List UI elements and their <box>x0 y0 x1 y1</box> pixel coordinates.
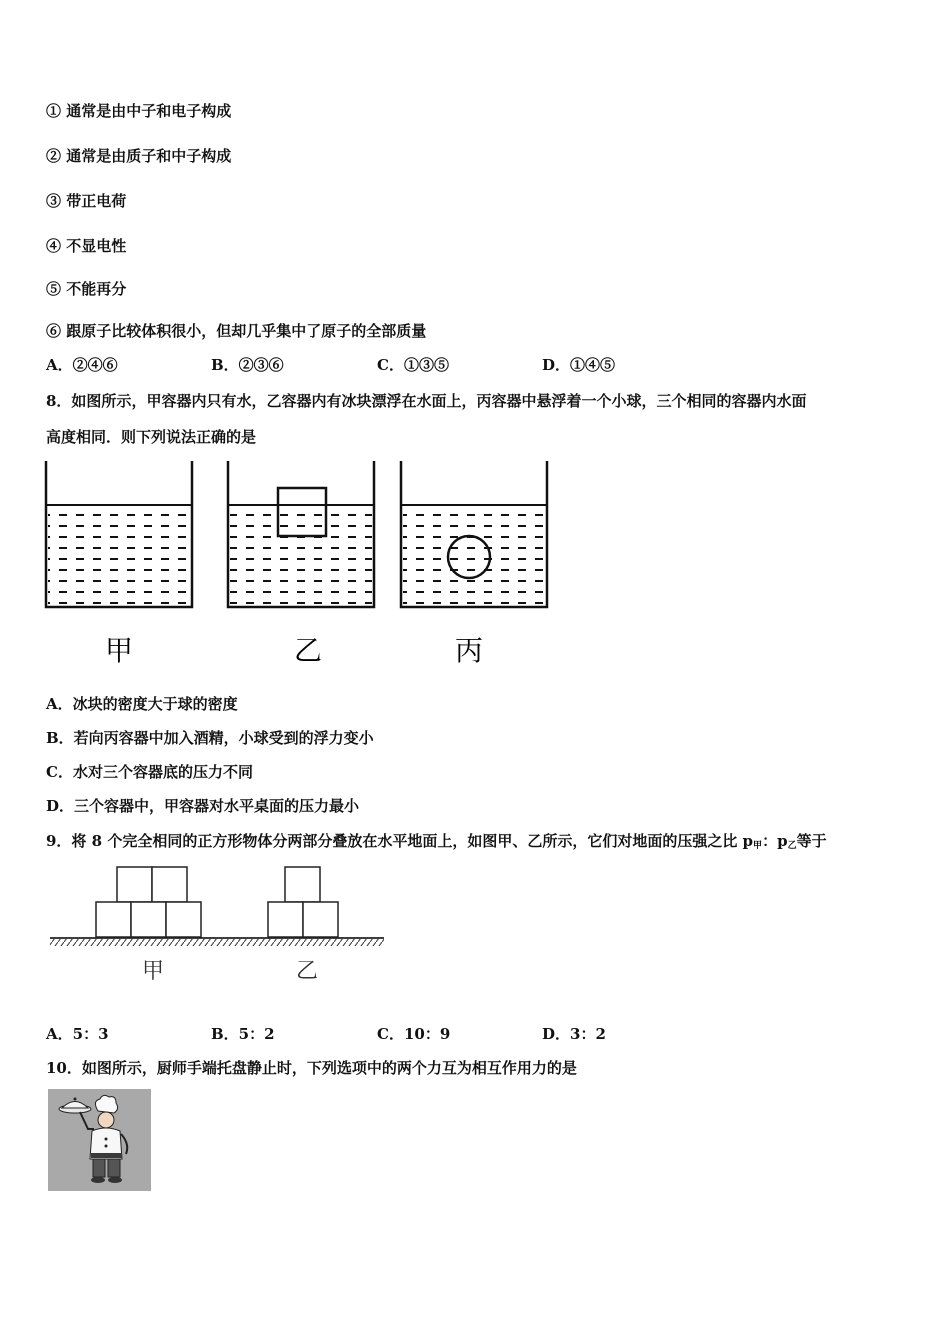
q7-option-a[interactable]: A．②④⑥ <box>46 356 118 374</box>
container-bing <box>401 461 547 607</box>
q9-stem-end: 等于 <box>796 832 827 850</box>
q8-containers-figure <box>40 455 560 675</box>
label-bing: 丙 <box>455 634 484 667</box>
q8-stem-line2: 高度相同．则下列说法正确的是 <box>46 428 257 446</box>
q9-option-a[interactable]: A．5：3 <box>46 1025 109 1043</box>
q7-option-d[interactable]: D．①④⑤ <box>542 356 616 374</box>
q7-statement-5: ⑤ 不能再分 <box>46 280 127 298</box>
q8-option-b[interactable]: B．若向丙容器中加入酒精，小球受到的浮力变小 <box>46 729 374 747</box>
q8-option-a[interactable]: A．冰块的密度大于球的密度 <box>46 695 238 713</box>
q8-option-c[interactable]: C．水对三个容器底的压力不同 <box>46 763 253 781</box>
q9-stem-mid: ：p <box>762 832 788 850</box>
q7-option-c[interactable]: C．①③⑤ <box>377 356 449 374</box>
q9-option-d[interactable]: D．3：2 <box>542 1025 606 1043</box>
q9-stem <box>46 831 827 856</box>
q7-statement-2: ② 通常是由质子和中子构成 <box>46 147 232 165</box>
q9-sub-jia: 甲 <box>753 841 763 851</box>
q7-statement-3: ③ 带正电荷 <box>46 192 127 210</box>
q7-statement-6: ⑥ 跟原子比较体积很小，但却几乎集中了原子的全部质量 <box>46 322 427 340</box>
q9-blocks-figure <box>46 862 391 992</box>
q9-stem-main: 9．将 8 个完全相同的正方形物体分两部分叠放在水平地面上，如图甲、乙所示，它们对地面的压强之比 p <box>46 832 754 850</box>
q8-stem-line1: 8．如图所示，甲容器内只有水，乙容器内有冰块漂浮在水面上，丙容器中悬浮着一个小球，三个相同的容器内水面 <box>46 392 807 410</box>
container-yi <box>228 461 374 607</box>
label-jia: 甲 <box>105 634 134 667</box>
stack-yi <box>268 867 338 937</box>
q10-stem: 10．如图所示，厨师手端托盘静止时，下列选项中的两个力互为相互作用力的是 <box>46 1059 577 1077</box>
q9-option-c[interactable]: C．10：9 <box>377 1025 451 1043</box>
stack-jia <box>96 867 201 937</box>
q7-statement-1: ① 通常是由中子和电子构成 <box>46 102 232 120</box>
chef-illustration <box>48 1089 151 1191</box>
q9-option-b[interactable]: B．5：2 <box>211 1025 275 1043</box>
ground-hatch <box>50 939 384 946</box>
q9-label-yi: 乙 <box>296 959 319 984</box>
label-yi: 乙 <box>294 634 323 667</box>
q7-option-b[interactable]: B．②③⑥ <box>211 356 284 374</box>
q9-sub-yi: 乙 <box>787 841 797 851</box>
container-jia <box>46 461 192 607</box>
q8-option-d[interactable]: D．三个容器中，甲容器对水平桌面的压力最小 <box>46 797 360 815</box>
q7-statement-4: ④ 不显电性 <box>46 237 127 255</box>
q9-label-jia: 甲 <box>142 959 165 984</box>
